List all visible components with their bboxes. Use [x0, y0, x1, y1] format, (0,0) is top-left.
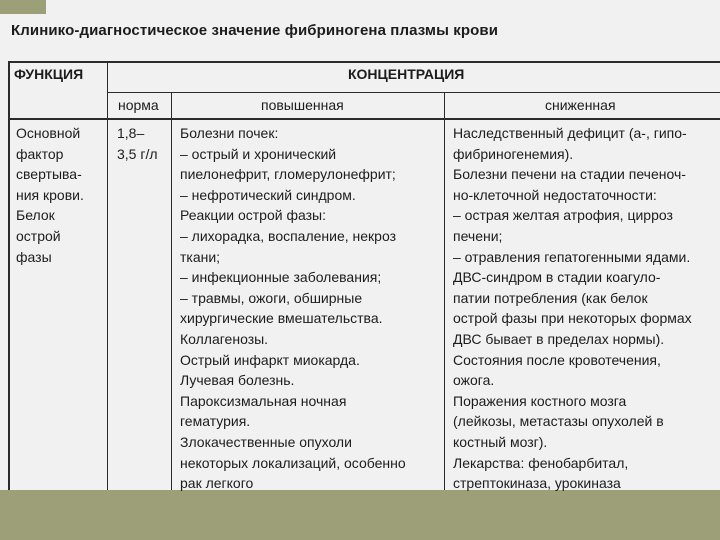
cell-line: Наследственный дефицит (а-, гипо-: [453, 125, 687, 141]
cell-line: – лихорадка, воспаление, некроз: [180, 227, 397, 244]
table-column-divider-normal: [171, 92, 172, 490]
cell-line: ДВС бывает в пределах нормы).: [453, 330, 665, 347]
cell-line: рак легкого: [180, 475, 254, 492]
cell-line: ния крови.: [16, 186, 84, 203]
cell-line: патии потребления (как белок: [453, 289, 648, 306]
cell-line: Лучевая болезнь.: [180, 372, 295, 389]
cell-line: Лекарства: фенобарбитал,: [453, 454, 629, 471]
table-column-divider-function: [107, 61, 108, 490]
cell-line: – острый и хронический: [180, 145, 337, 162]
table-header-bottom-border: [8, 118, 720, 120]
cell-line: фазы: [16, 248, 52, 265]
bottom-accent-band: [0, 490, 720, 540]
cell-line: ожога.: [453, 372, 495, 389]
cell-line: Болезни почек:: [180, 125, 279, 141]
cell-line: ткани;: [180, 248, 221, 265]
cell-line: Болезни печени на стадии печеноч-: [453, 166, 686, 183]
cell-line: печени;: [453, 227, 503, 244]
table-column-divider-increased: [444, 92, 445, 490]
cell-line: гематурия.: [180, 413, 251, 430]
page-title: Клинико-диагностическое значение фибриногена плазмы крови: [11, 22, 499, 39]
cell-line: Основной: [16, 125, 81, 141]
cell-line: Реакции острой фазы:: [180, 207, 326, 224]
cell-line: Состояния после кровотечения,: [453, 351, 661, 368]
cell-line: Коллагенозы.: [180, 330, 269, 347]
normal-range-cell: [117, 123, 158, 164]
increased-causes-cell: [180, 123, 406, 494]
cell-line: фибриногенемия).: [453, 145, 574, 162]
table-left-border: [8, 61, 10, 490]
cell-line: Пароксизмальная ночная: [180, 392, 347, 409]
cell-line: – острая желтая атрофия, цирроз: [453, 207, 673, 224]
cell-line: – отравления гепатогенными ядами.: [453, 248, 691, 265]
cell-line: пиелонефрит, гломерулонефрит;: [180, 166, 396, 183]
cell-line: – инфекционные заболевания;: [180, 269, 382, 286]
subheader-decreased: сниженная: [545, 97, 616, 113]
cell-line: свертыва-: [16, 166, 82, 183]
cell-line: костный мозг).: [453, 433, 548, 450]
cell-line: Поражения костного мозга: [453, 392, 627, 409]
cell-line: 3,5 г/л: [117, 145, 158, 162]
cell-line: ДВС-синдром в стадии коагуло-: [453, 269, 661, 286]
cell-line: Злокачественные опухоли: [180, 433, 352, 450]
cell-line: но-клеточной недостаточности:: [453, 186, 657, 203]
header-function: ФУНКЦИЯ: [14, 66, 84, 82]
header-concentration: КОНЦЕНТРАЦИЯ: [348, 66, 465, 82]
cell-line: некоторых локализаций, особенно: [180, 454, 406, 471]
cell-line: фактор: [16, 145, 64, 162]
cell-line: (лейкозы, метастазы опухолей в: [453, 413, 664, 430]
corner-accent-block: [0, 0, 46, 14]
table-top-border: [8, 61, 720, 63]
cell-line: стрептокиназа, урокиназа: [453, 475, 621, 492]
cell-line: – нефротический синдром.: [180, 186, 356, 203]
cell-line: хирургические вмешательства.: [180, 310, 383, 327]
cell-line: – травмы, ожоги, обширные: [180, 289, 363, 306]
subheader-increased: повышенная: [261, 97, 344, 113]
cell-line: Белок: [16, 207, 55, 224]
decreased-causes-cell: [453, 123, 692, 494]
subheader-normal: норма: [118, 97, 159, 113]
table-subheader-divider: [108, 92, 720, 93]
cell-line: острой фазы при некоторых формах: [453, 310, 692, 327]
cell-line: 1,8–: [117, 125, 145, 141]
cell-line: острой: [16, 227, 61, 244]
function-cell: [16, 123, 84, 267]
cell-line: Острый инфаркт миокарда.: [180, 351, 360, 368]
